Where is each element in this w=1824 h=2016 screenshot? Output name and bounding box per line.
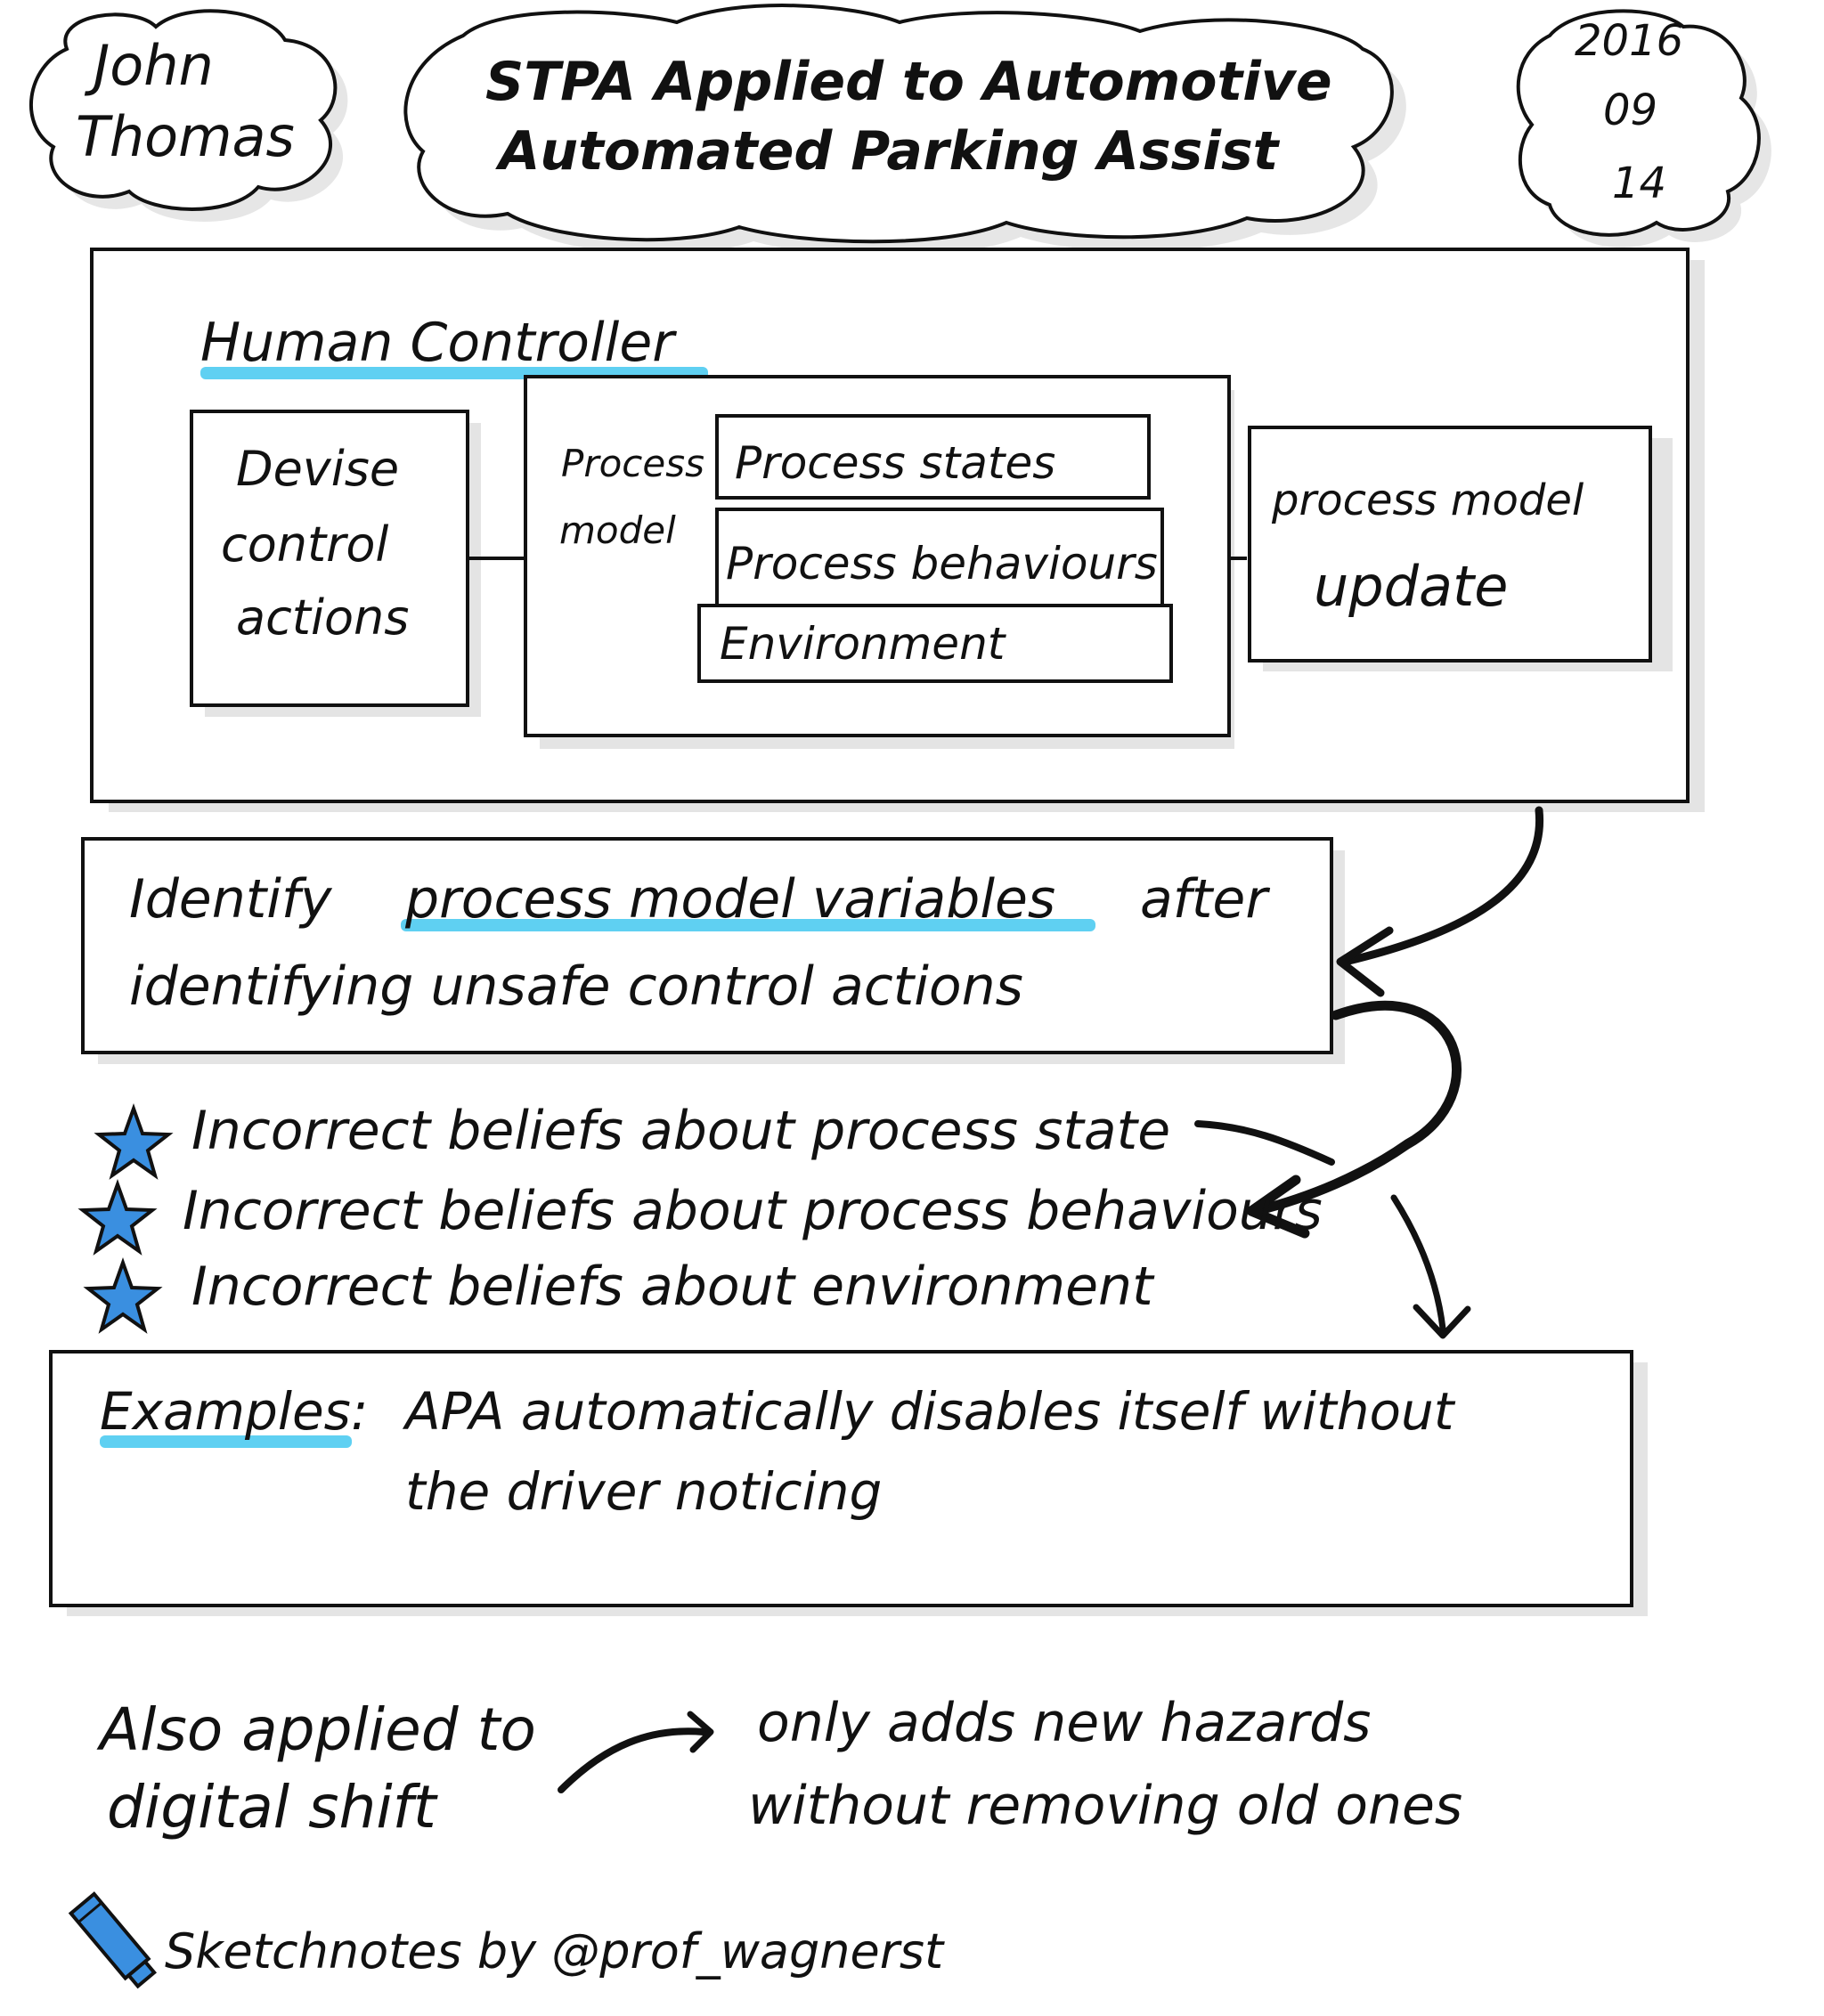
arrow-state-pointer [1198, 1124, 1331, 1162]
process-model-label-1: Process [561, 442, 704, 485]
star-icon [83, 1184, 152, 1251]
devise-line-1: Devise [236, 441, 400, 497]
also-left-2: digital shift [107, 1773, 436, 1841]
controller-heading: Human Controller [200, 312, 674, 374]
belief-environment: Incorrect beliefs about environment [191, 1256, 1153, 1318]
devise-line-2: control [221, 516, 389, 573]
examples-line-2: the driver noticing [405, 1461, 883, 1522]
identify-pre: Identify [129, 868, 332, 931]
arrow-also-to-result [561, 1731, 704, 1790]
update-line-1: process model [1272, 476, 1584, 525]
also-right-1: only adds new hazards [757, 1692, 1372, 1754]
date-month: 09 [1603, 85, 1658, 135]
also-left-1: Also applied to [100, 1695, 536, 1764]
belief-item-2 [83, 1180, 1323, 1251]
identify-post: after [1140, 868, 1267, 931]
also-applied [96, 1692, 1462, 1841]
identify-box [83, 839, 1345, 1064]
belief-item-3 [88, 1256, 1155, 1329]
date-year: 2016 [1575, 16, 1684, 66]
belief-state: Incorrect beliefs about process state [191, 1100, 1171, 1162]
also-right-2: without removing old ones [748, 1775, 1463, 1837]
environment: Environment [720, 618, 1006, 670]
update-box [1250, 427, 1650, 661]
date-day: 14 [1612, 159, 1667, 208]
title-line-1: STPA Applied to Automotive [485, 51, 1332, 113]
credit-text: Sketchnotes by @prof_wagnerst [165, 1923, 944, 1979]
examples-line-1: APA automatically disables itself without [405, 1381, 1454, 1442]
author-cloud [31, 11, 347, 222]
process-behaviours: Process behaviours [726, 538, 1158, 589]
author-first: John [94, 33, 214, 98]
title-line-2: Automated Parking Assist [499, 120, 1279, 183]
belief-behaviours: Incorrect beliefs about process behaviours [183, 1180, 1323, 1242]
process-states: Process states [735, 437, 1056, 489]
date-cloud [1519, 11, 1771, 248]
human-controller-box [92, 249, 1705, 812]
devise-line-3: actions [236, 589, 410, 646]
title-cloud [405, 5, 1405, 256]
process-model-label-2: model [559, 508, 676, 552]
author-last: Thomas [76, 104, 295, 169]
marker-pen-icon [71, 1894, 158, 1989]
star-icon [88, 1263, 158, 1329]
beliefs-list [83, 1100, 1323, 1329]
update-line-2: update [1314, 554, 1509, 619]
examples-box [51, 1352, 1648, 1616]
identify-highlighted: process model variables [405, 868, 1056, 931]
examples-label: Examples: [100, 1381, 369, 1442]
belief-item-1 [99, 1100, 1170, 1175]
star-icon [99, 1109, 168, 1175]
identify-line-2: identifying unsafe control actions [129, 955, 1023, 1018]
credit [71, 1894, 945, 1989]
